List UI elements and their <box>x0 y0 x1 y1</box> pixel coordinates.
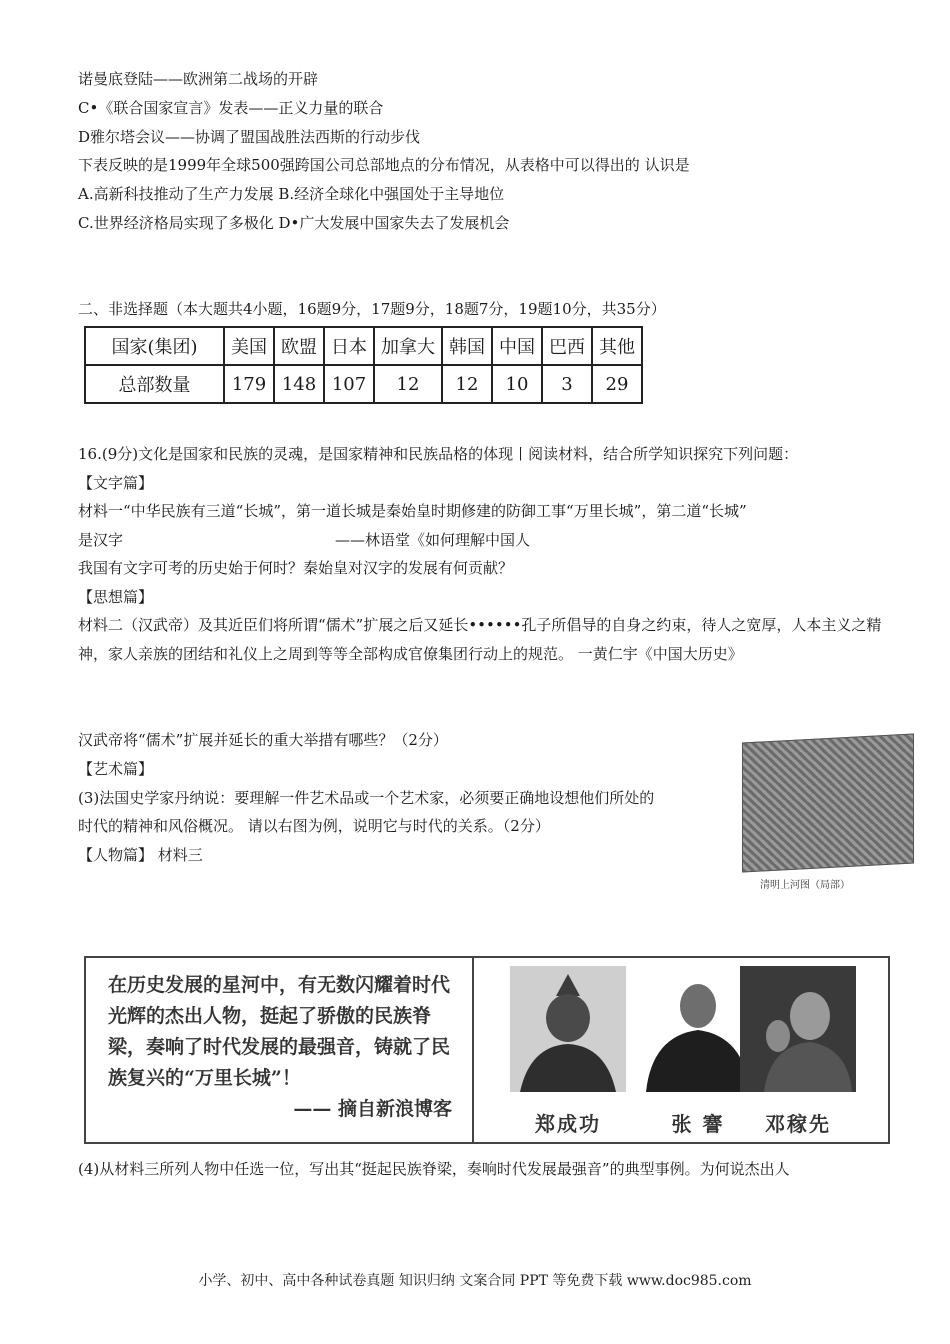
material-3-quote <box>86 958 474 1142</box>
person-image <box>640 966 756 1092</box>
section-label-yishu: 【艺术篇】 <box>78 760 154 778</box>
material-2: 材料二（汉武帝）及其近臣们将所谓“儒术”扩展之后又延长••••••孔子所倡导的自身之约束，待人之宽厚，人本主义之精神，家人亲族的团结和礼仪上之周到等等全部构成官僚集团行动上的规范。 一黄仁宇《中国大历史》 <box>78 616 882 663</box>
portrait-deng-jiaxian <box>740 966 856 1136</box>
portrait-zheng-chenggong <box>510 966 626 1136</box>
table-row <box>85 327 642 365</box>
table-cell: 其他 <box>592 327 642 365</box>
question-1: 我国有文字可考的历史始于何时？秦始皇对汉字的发展有何贡献？ <box>78 559 514 577</box>
table-cell: 总部数量 <box>85 365 224 403</box>
section-label-wenzi: 【文字篇】 <box>78 474 154 492</box>
option-b-text: 诺曼底登陆——欧洲第二战场的开辟 <box>78 70 319 88</box>
person-image <box>740 966 856 1092</box>
option-c-text: C•《联合国家宣言》发表——正义力量的联合 <box>78 99 384 117</box>
material-3-box <box>84 956 890 1144</box>
qingming-painting-image <box>742 733 914 872</box>
option-d-text: D雅尔塔会议——协调了盟国战胜法西斯的行动步伐 <box>78 128 421 146</box>
question-3-line1: (3)法国史学家丹纳说：要理解一件艺术品或一个艺术家，必须要正确地设想他们所处的 <box>78 789 655 807</box>
material-1-source: ——林语堂《如何理解中国人 <box>335 531 531 549</box>
table-cell: 加拿大 <box>374 327 442 365</box>
table-cell: 12 <box>442 365 492 403</box>
question-4: (4)从材料三所列人物中任选一位，写出其“挺起民族脊梁，奏响时代发展最强音”的典型事例。为何说杰出人 <box>78 1160 790 1178</box>
table-cell: 29 <box>592 365 642 403</box>
painting-caption: 清明上河图（局部） <box>760 880 850 891</box>
table-cell: 148 <box>274 365 324 403</box>
page-footer: 小学、初中、高中各种试卷真题 知识归纳 文案合同 PPT 等免费下载 www.doc985.com <box>198 1273 752 1289</box>
quote-text: 在历史发展的星河中，有无数闪耀着时代光辉的杰出人物，挺起了骄傲的民族脊梁，奏响了时代发展的最强音，铸就了民族复兴的“万里长城”！ <box>108 974 451 1089</box>
table-cell: 欧盟 <box>274 327 324 365</box>
portrait-zhang-jian <box>640 966 756 1136</box>
table-cell: 美国 <box>224 327 274 365</box>
person-name: 邓稼先 <box>765 1112 831 1136</box>
table-cell: 国家(集团) <box>85 327 224 365</box>
table-cell: 中国 <box>492 327 542 365</box>
section-heading: 二、非选择题（本大题共4小题，16题9分，17题9分，18题7分，19题10分，共35分） <box>78 300 666 318</box>
portraits-panel <box>474 958 888 1142</box>
table-cell: 巴西 <box>542 327 592 365</box>
options-cd: C.世界经济格局实现了多极化 D•广大发展中国家失去了发展机会 <box>78 214 510 232</box>
question-stem: 下表反映的是1999年全球500强跨国公司总部地点的分布情况，从表格中可以得出的 认识是 <box>78 156 690 174</box>
person-name: 郑成功 <box>535 1112 601 1136</box>
quote-source: —— 摘自新浪博客 <box>293 1098 452 1120</box>
person-image <box>510 966 626 1092</box>
table-cell: 12 <box>374 365 442 403</box>
question-2: 汉武帝将“儒术”扩展并延长的重大举措有哪些？（2分） <box>78 731 448 749</box>
material-1-line2: 是汉字 <box>78 531 124 549</box>
question-3-line2: 时代的精神和风俗概况。 请以右图为例，说明它与时代的关系。（2分） <box>78 817 550 835</box>
person-name: 张 謇 <box>671 1112 725 1136</box>
table-cell: 10 <box>492 365 542 403</box>
table-row <box>85 365 642 403</box>
material-1-line1: 材料一“中华民族有三道“长城”，第一道长城是秦始皇时期修建的防御工事“万里长城”，第二道“长城” <box>78 502 747 520</box>
q16-intro: 16.(9分)文化是国家和民族的灵魂，是国家精神和民族品格的体现丨阅读材料，结合所学知识探究下列问题： <box>78 445 799 463</box>
options-ab: A.高新科技推动了生产力发展 B.经济全球化中强国处于主导地位 <box>78 185 505 203</box>
table-cell: 日本 <box>324 327 374 365</box>
table-cell: 韩国 <box>442 327 492 365</box>
hq-distribution-table <box>84 326 643 404</box>
table-cell: 3 <box>542 365 592 403</box>
section-label-renwu: 【人物篇】 材料三 <box>78 846 203 864</box>
section-label-sixiang: 【思想篇】 <box>78 588 154 606</box>
table-cell: 107 <box>324 365 374 403</box>
table-cell: 179 <box>224 365 274 403</box>
